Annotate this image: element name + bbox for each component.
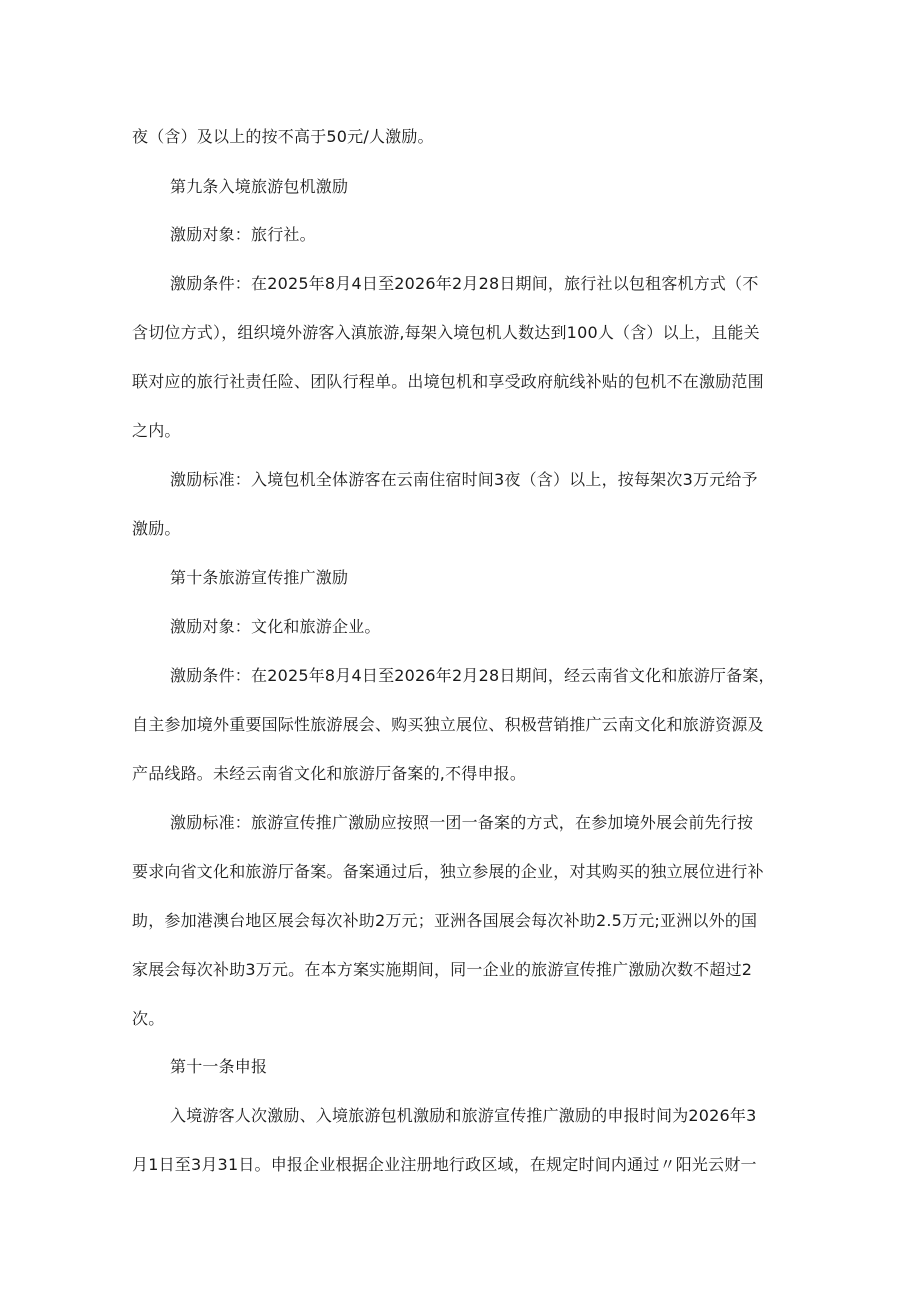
- paragraph-line: 激励标准：入境包机全体游客在云南住宿时间3夜（含）以上，按每架次3万元给予: [170, 470, 758, 489]
- section-heading-article-9: 第九条入境旅游包机激励: [170, 177, 349, 196]
- paragraph-line: 要求向省文化和旅游厅备案。备案通过后，独立参展的企业，对其购买的独立展位进行补: [132, 862, 764, 881]
- paragraph-line: 激励标准：旅游宣传推广激励应按照一团一备案的方式，在参加境外展会前先行按: [170, 813, 754, 832]
- paragraph-line: 产品线路。未经云南省文化和旅游厅备案的,不得申报。: [132, 764, 527, 783]
- section-heading-article-10: 第十条旅游宣传推广激励: [170, 568, 349, 587]
- paragraph-line: 夜（含）及以上的按不高于50元/人激励。: [132, 127, 434, 146]
- paragraph-line: 月1日至3月31日。申报企业根据企业注册地行政区域，在规定时间内通过〃阳光云财一: [132, 1155, 757, 1174]
- paragraph-line: 含切位方式），组织境外游客入滇旅游,每架入境包机人数达到100人（含）以上，且能关: [132, 323, 760, 342]
- paragraph-line: 激励。: [132, 519, 181, 538]
- paragraph-line: 入境游客人次激励、入境旅游包机激励和旅游宣传推广激励的申报时间为2026年3: [170, 1106, 757, 1125]
- paragraph-line: 激励条件：在2025年8月4日至2026年2月28日期间，旅行社以包租客机方式（不: [170, 274, 759, 293]
- paragraph-line: 激励对象：旅行社。: [170, 225, 316, 244]
- section-heading-article-11: 第十一条申报: [170, 1057, 268, 1076]
- paragraph-line: 激励对象：文化和旅游企业。: [170, 617, 381, 636]
- paragraph-line: 次。: [132, 1009, 165, 1028]
- paragraph-line: 联对应的旅行社责任险、团队行程单。出境包机和享受政府航线补贴的包机不在激励范围: [132, 372, 764, 391]
- paragraph-line: 之内。: [132, 421, 181, 440]
- paragraph-line: 激励条件：在2025年8月4日至2026年2月28日期间，经云南省文化和旅游厅备案，: [170, 666, 775, 685]
- paragraph-line: 自主参加境外重要国际性旅游展会、购买独立展位、积极营销推广云南文化和旅游资源及: [132, 715, 764, 734]
- paragraph-line: 助，参加港澳台地区展会每次补助2万元；亚洲各国展会每次补助2.5万元;亚洲以外的国: [132, 911, 758, 930]
- paragraph-line: 家展会每次补助3万元。在本方案实施期间，同一企业的旅游宣传推广激励次数不超过2: [132, 960, 753, 979]
